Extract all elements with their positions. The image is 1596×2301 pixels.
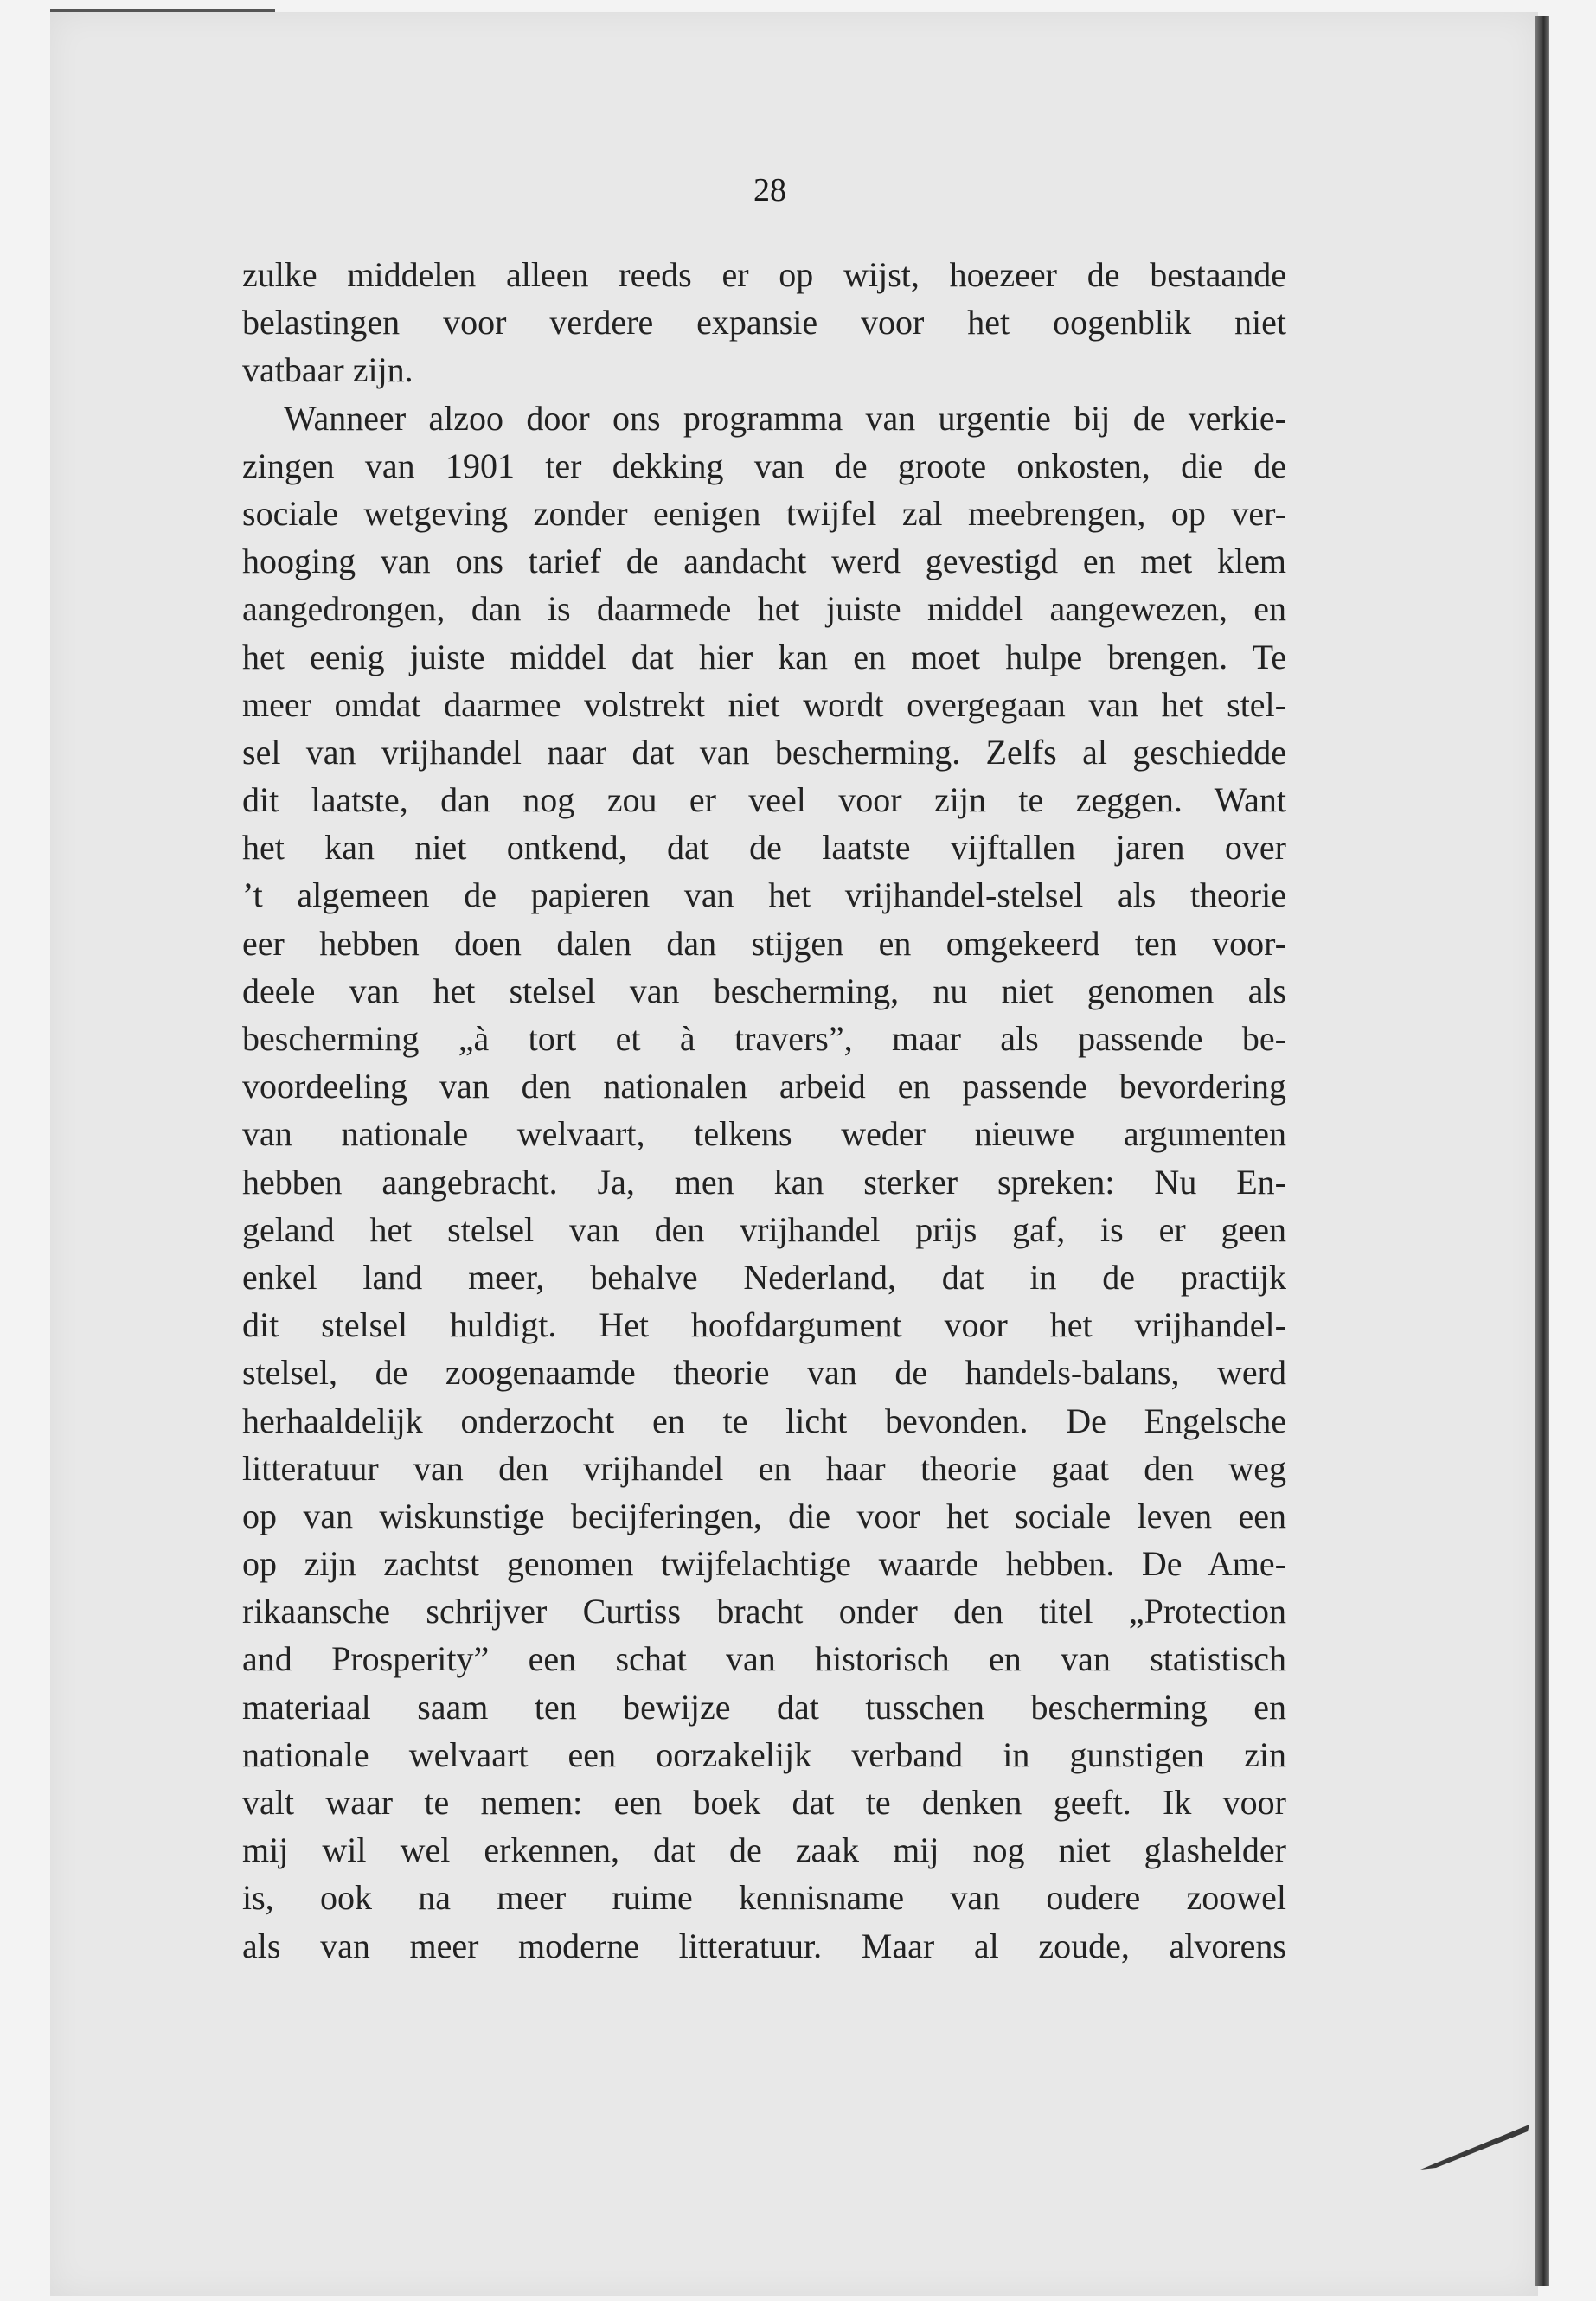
text-line: dit stelsel huldigt. Het hoofdargument voor het vrijhandel- [242, 1305, 1286, 1345]
text-line: materiaal saam ten bewijze dat tusschen bescherming en [242, 1687, 1286, 1727]
text-line: sociale wetgeving zonder eenigen twijfel zal meebrengen, op ver- [242, 493, 1286, 533]
text-line: van nationale welvaart, telkens weder nieuwe argumenten [242, 1114, 1286, 1154]
text-line: enkel land meer, behalve Nederland, dat in de practijk [242, 1257, 1286, 1297]
text-line: hebben aangebracht. Ja, men kan sterker spreken: Nu En- [242, 1162, 1286, 1202]
text-line: het eenig juiste middel dat hier kan en moet hulpe brengen. Te [242, 637, 1286, 676]
text-line: voordeeling van den nationalen arbeid en passende bevordering [242, 1067, 1286, 1106]
text-line: sel van vrijhandel naar dat van bescherming. Zelfs al geschiedde [242, 732, 1286, 772]
text-line: ’t algemeen de papieren van het vrijhandel-stelsel als theorie [242, 875, 1286, 915]
text-line: bescherming „à tort et à travers”, maar als passende be- [242, 1019, 1286, 1058]
text-line: valt waar te nemen: een boek dat te denken geeft. Ik voor [242, 1783, 1286, 1822]
text-line: als van meer moderne litteratuur. Maar al zoude, alvorens [242, 1926, 1286, 1965]
text-line: nationale welvaart een oorzakelijk verband in gunstigen zin [242, 1734, 1286, 1774]
text-line: vatbaar zijn. [242, 350, 413, 390]
text-line: deele van het stelsel van bescherming, nu niet genomen als [242, 971, 1286, 1010]
text-line: op zijn zachtst genomen twijfelachtige waarde hebben. De Ame- [242, 1544, 1286, 1584]
text-line: and Prosperity” een schat van historisch en van statistisch [242, 1639, 1286, 1679]
text-line: het kan niet ontkend, dat de laatste vijftallen jaren over [242, 828, 1286, 868]
text-line: hooging van ons tarief de aandacht werd gevestigd en met klem [242, 542, 1286, 581]
text-line: aangedrongen, dan is daarmede het juiste middel aangewezen, en [242, 589, 1286, 629]
text-line: meer omdat daarmee volstrekt niet wordt overgegaan van het stel- [242, 684, 1286, 724]
text-line: eer hebben doen dalen dan stijgen en omgekeerd ten voor- [242, 923, 1286, 963]
page-number: 28 [753, 172, 786, 208]
text-line: rikaansche schrijver Curtiss bracht onder den titel „Protection [242, 1592, 1286, 1631]
text-line: geland het stelsel van den vrijhandel prijs gaf, is er geen [242, 1209, 1286, 1249]
book-spine-shadow [1535, 16, 1549, 2286]
body-text [242, 251, 1286, 1970]
text-line: stelsel, de zoogenaamde theorie van de handels-balans, werd [242, 1353, 1286, 1393]
text-line: litteratuur van den vrijhandel en haar theorie gaat den weg [242, 1448, 1286, 1488]
text-line: mij wil wel erkennen, dat de zaak mij nog niet glashelder [242, 1830, 1286, 1870]
text-line: belastingen voor verdere expansie voor het oogenblik niet [242, 303, 1286, 343]
text-line: is, ook na meer ruime kennisname van oudere zoowel [242, 1878, 1286, 1918]
text-line: herhaaldelijk onderzocht en te licht bevonden. De Engelsche [242, 1400, 1286, 1440]
text-line: dit laatste, dan nog zou er veel voor zijn te zeggen. Want [242, 780, 1286, 820]
text-line: Wanneer alzoo door ons programma van urgentie bij de verkie- [284, 398, 1286, 438]
text-line: zulke middelen alleen reeds er op wijst, hoezeer de bestaande [242, 255, 1286, 294]
text-line: op van wiskunstige becijferingen, die voor het sociale leven een [242, 1496, 1286, 1535]
page-corner-mark [1419, 2119, 1531, 2171]
text-line: zingen van 1901 ter dekking van de groote onkosten, die de [242, 445, 1286, 485]
